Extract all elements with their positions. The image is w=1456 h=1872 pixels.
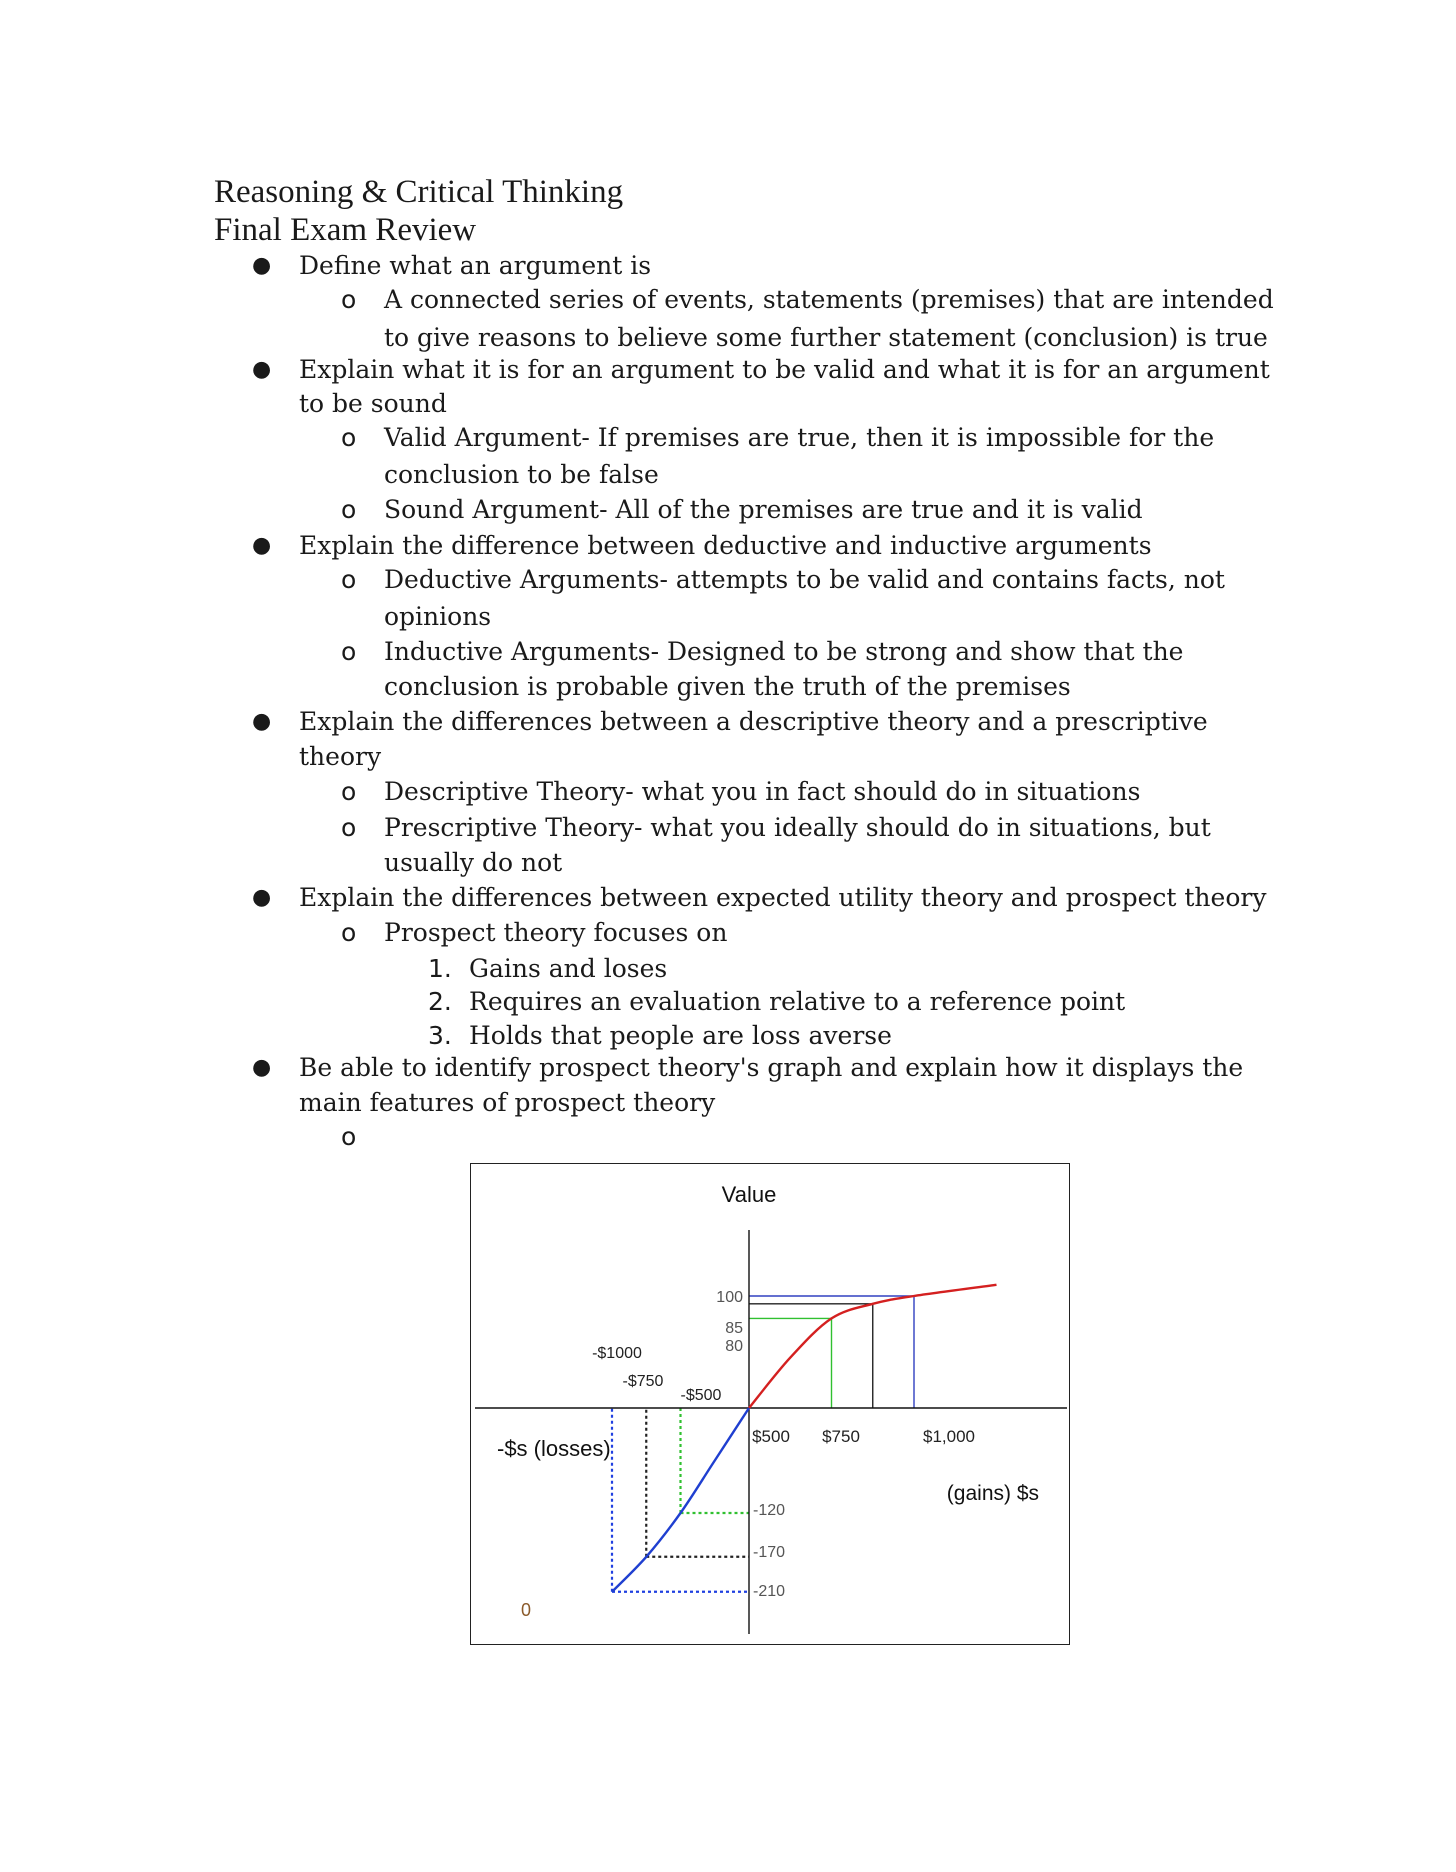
outline-line: Define what an argument is [299,251,652,280]
gain-tick-label: $750 [822,1427,860,1446]
chart-title: Value [721,1182,777,1207]
origin-label: 0 [521,1600,532,1620]
list-number: 3. [428,1021,452,1050]
outline-line: Holds that people are loss averse [469,1021,892,1050]
losses-axis-label: -$s (losses) [497,1436,611,1461]
outline-line: Gains and loses [469,954,668,983]
value-tick-label: 80 [725,1338,743,1355]
sub-bullet-marker: o [341,423,357,452]
sub-bullet-marker: o [341,777,357,806]
loss-tick-label: -$750 [622,1373,664,1390]
loss-tick-label: -$1000 [592,1345,642,1362]
outline-line: Prospect theory focuses on [384,918,728,947]
outline-line: Explain the differences between a descriptive theory and a prescriptive [299,707,1208,736]
page-title: Reasoning & Critical Thinking [214,174,624,210]
outline-line: conclusion is probable given the truth of the premises [384,672,1071,701]
bullet-marker: ● [252,1055,272,1080]
sub-bullet-marker: o [341,813,357,842]
list-number: 1. [428,954,452,983]
bullet-marker: ● [252,709,272,734]
page-subtitle: Final Exam Review [214,212,477,248]
value-tick-label: 85 [725,1320,743,1337]
sub-bullet-marker: o [341,565,357,594]
value-tick-label: -170 [753,1544,786,1561]
outline-line: Descriptive Theory- what you in fact should do in situations [384,777,1141,806]
value-tick-label: -120 [753,1502,786,1519]
outline-line: main features of prospect theory [299,1088,716,1117]
sub-bullet-marker: o [341,285,357,314]
outline-line: Explain the differences between expected utility theory and prospect theory [299,883,1267,912]
sub-bullet-marker: o [341,918,357,947]
bullet-marker: ● [252,533,272,558]
gains-axis-label: (gains) $s [946,1482,1039,1505]
sub-bullet-marker: o [341,637,357,666]
outline-line: Deductive Arguments- attempts to be valid and contains facts, not [384,565,1225,594]
gain-tick-label: $500 [752,1427,790,1446]
outline-line: A connected series of events, statements (premises) that are intended [384,285,1274,314]
outline-line: Prescriptive Theory- what you ideally should do in situations, but [384,813,1211,842]
bullet-marker: ● [252,885,272,910]
prospect-theory-graph [471,1164,1071,1646]
sub-bullet-marker: o [341,1122,357,1151]
gain-tick-label: $1,000 [923,1427,975,1446]
outline-line: Explain what it is for an argument to be valid and what it is for an argument [299,355,1270,384]
outline-line: Be able to identify prospect theory's graph and explain how it displays the [299,1053,1244,1082]
outline-line: Requires an evaluation relative to a reference point [469,987,1126,1016]
outline-line: opinions [384,602,492,631]
outline-line: usually do not [384,848,563,877]
outline-line: to be sound [299,389,447,418]
outline-line: Inductive Arguments- Designed to be strong and show that the [384,637,1184,666]
outline-line: to give reasons to believe some further statement (conclusion) is true [384,323,1268,352]
value-tick-label: 100 [716,1289,743,1306]
bullet-marker: ● [252,253,272,278]
outline-line: Sound Argument- All of the premises are true and it is valid [384,495,1143,524]
outline-line: theory [299,742,382,771]
bullet-marker: ● [252,357,272,382]
outline-line: Explain the difference between deductive and inductive arguments [299,531,1152,560]
outline-line: conclusion to be false [384,460,659,489]
prospect-theory-chart [470,1163,1070,1645]
sub-bullet-marker: o [341,495,357,524]
value-tick-label: -210 [753,1583,786,1600]
loss-tick-label: -$500 [680,1387,722,1404]
list-number: 2. [428,987,452,1016]
outline-line: Valid Argument- If premises are true, then it is impossible for the [384,423,1215,452]
